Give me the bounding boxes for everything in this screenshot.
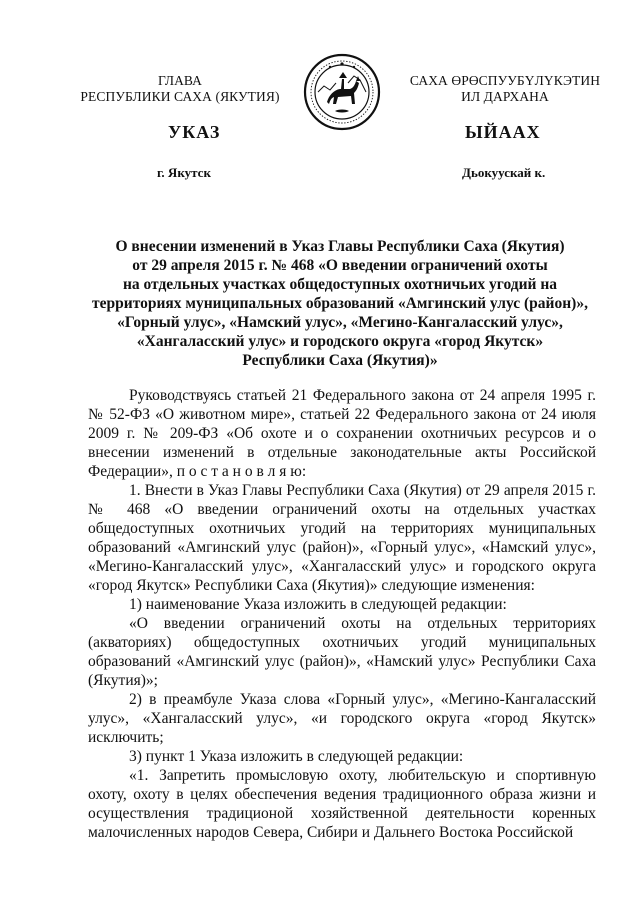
subclause-2-paragraph: 2) в преамбуле Указа слова «Горный улус», «Мегино-Кангаласский улус», «Хангаласский улус», «и городского округа «город Якутск» исключить;: [88, 691, 596, 746]
document-body: [88, 386, 596, 842]
issuer-republic-ru: РЕСПУБЛИКИ САХА (ЯКУТИЯ): [80, 89, 280, 104]
issuer-title-sah: ИЛ ДАРХАНА: [461, 89, 549, 104]
issuer-title-ru: ГЛАВА: [157, 73, 203, 88]
place-ru: г. Якутск: [157, 165, 211, 180]
issuer-block-russian: [80, 73, 280, 105]
heading-line: «Горный улус», «Намский улус», «Мегино-Кангаласский улус»,: [117, 314, 563, 331]
republic-emblem-icon: [302, 52, 382, 132]
heading-line: территориях муниципальных образований «Амгинский улус (район)»,: [92, 295, 588, 312]
subclause-1-paragraph: 1) наименование Указа изложить в следующей редакции:: [129, 596, 507, 613]
heading-line: О внесении изменений в Указ Главы Республики Саха (Якутия): [115, 238, 565, 255]
preamble-paragraph: Руководствуясь статьей 21 Федерального закона от 24 апреля 1995 г. № 52-ФЗ «О животном мире», статьей 22 Федерального закона от 24 июля 2009 г. № 209-ФЗ «Об охоте и о сохранении охотничьих ресурсов и о внесении изменений в отдельные законодательные акты Российской Федерации», п о с т а н о в л я ю:: [88, 387, 596, 480]
issuer-block-sakha: [390, 73, 620, 105]
issuer-republic-sah: САХА ӨРӨСПУУБҮЛҮКЭТИН: [409, 73, 601, 88]
heading-line: «Хангаласский улус» и городского округа «город Якутск»: [136, 333, 544, 350]
new-title-paragraph: «О введении ограничений охоты на отдельных территориях (акваториях) общедоступных охотничьих угодий муниципальных образований «Амгинский улус (район)», «Намский улус» Республики Саха (Якутия)»;: [88, 615, 596, 689]
clause-1-paragraph: 1. Внести в Указ Главы Республики Саха (Якутия) от 29 апреля 2015 г. № 468 «О введении ограничений охоты на отдельных участках общедоступных охотничьих угодий на территориях муниципальных образований «Амгинский улус (район)», «Горный улус», «Намский улус», «Мегино-Кангаласский улус», «Хангаласский улус» и городского округа «город Якутск» Республики Саха (Якутия)» следующие изменения:: [88, 482, 596, 594]
heading-line: Республики Саха (Якутия)»: [242, 352, 438, 369]
heading-line: на отдельных участках общедоступных охотничьих угодий на: [122, 276, 558, 293]
new-clause-1-paragraph: «1. Запретить промысловую охоту, любительскую и спортивную охоту, охоту в целях обеспечения ведения традиционного образа жизни и осуществления традиционой хозяйственной деятельности коренных малочисленных народов Севера, Сибири и Дальнего Востока Российской: [88, 767, 596, 841]
document-type-ru: УКАЗ: [168, 122, 221, 142]
subclause-3-paragraph: 3) пункт 1 Указа изложить в следующей редакции:: [129, 748, 464, 765]
document-type-sah: ЫЙААХ: [465, 122, 541, 142]
document-heading: [60, 237, 620, 370]
heading-line: от 29 апреля 2015 г. № 468 «О введении ограничений охоты: [132, 257, 548, 274]
place-sah: Дьокуускай к.: [462, 165, 546, 180]
